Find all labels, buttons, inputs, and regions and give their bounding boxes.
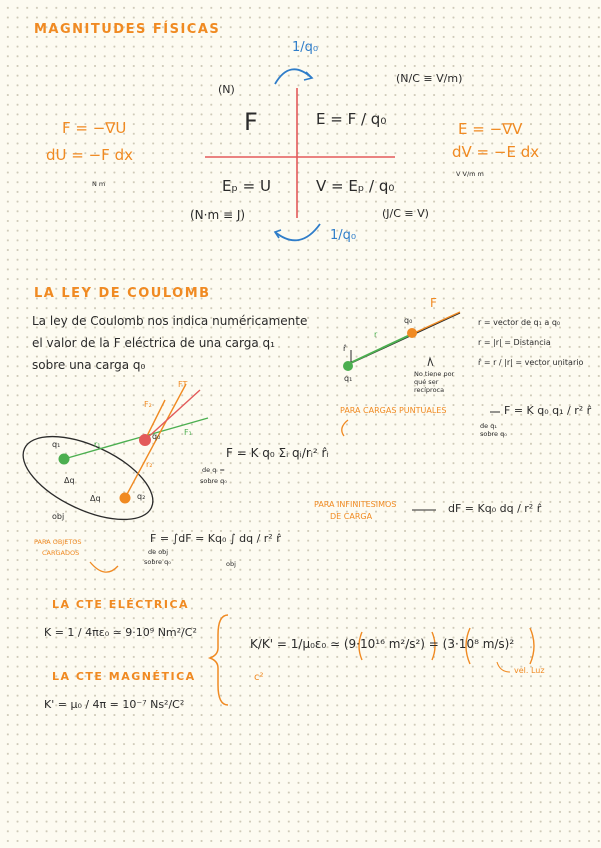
coulomb-text-line-1: La ley de Coulomb nos indica numéricamente — [32, 314, 308, 328]
charge-q0-object — [139, 434, 151, 446]
infinit-label-1: PARA INFINITESIMOS — [314, 500, 397, 509]
f1-label: F₁ — [184, 428, 192, 437]
coulomb-text-line-2: el valor de la F eléctrica de una carga q₁ — [32, 336, 275, 350]
puntuales-label: PARA CARGAS PUNTUALES — [340, 406, 447, 415]
no-reciproca-note: No tiene por qué ser recíproca — [414, 370, 455, 394]
def-r-vector: r = vector de q₁ a q₀ — [478, 318, 561, 327]
newton-label: (N) — [218, 83, 235, 96]
section-title-kp: LA CTE MAGNÉTICA — [52, 670, 196, 683]
right-gradient-eq: E = −∇V — [458, 120, 523, 138]
obj-note-1: de obj — [148, 548, 169, 556]
dq2-label: Δq — [90, 494, 101, 503]
right-units: V V/m m — [456, 170, 484, 178]
section-title-coulomb: LA LEY DE COULOMB — [34, 286, 211, 301]
ratio-equation: K/K' = 1/μ₀ε₀ ≃ (9·10¹⁶ m²/s²) = (3·10⁸ m/s)² — [250, 637, 515, 651]
arrow-bottom-arc — [275, 224, 320, 240]
infinit-equation: dF = Kq₀ dq / r² r̂ — [448, 502, 542, 515]
obj-label-1: PARA OBJETOS — [34, 538, 82, 546]
kp-equation: K' = μ₀ / 4π = 10⁻⁷ Ns²/C² — [44, 698, 185, 711]
force-symbol: F — [244, 108, 258, 136]
coulomb-text-line-3: sobre una carga q₀ — [32, 358, 146, 372]
k-equation: K = 1 / 4πε₀ ≃ 9·10⁹ Nm²/C² — [44, 626, 197, 639]
charge-q0-top — [407, 328, 417, 338]
arrow-bottom-label: 1/q₀ — [330, 228, 357, 243]
j-c-label: (J/C ≡ V) — [382, 207, 429, 220]
arrow-top-label: 1/q₀ — [292, 40, 319, 55]
c-squared: c² — [254, 672, 264, 683]
ft-label: FT — [178, 380, 188, 389]
dq1-label: Δq — [64, 476, 75, 485]
charge-q1-top — [343, 361, 353, 371]
r-label-top: r — [374, 330, 378, 339]
left-du-eq: dU = −F dx — [46, 146, 133, 164]
energy-equation: Eₚ = U — [222, 177, 271, 195]
q2-label-object: q₂ — [137, 492, 146, 501]
infinit-label-2: DE CARGA — [330, 512, 373, 521]
f2-label: F₂ — [144, 400, 152, 409]
force-label-top: F — [430, 296, 437, 310]
sum-note-1: de qᵢ = — [202, 466, 225, 474]
q0-label-object: q₀ — [152, 432, 161, 441]
right-dv-eq: dV = −E dx — [452, 143, 540, 161]
section-title-k: LA CTE ELÉCTRICA — [52, 598, 190, 611]
sum-equation: F = K q₀ Σᵢ qᵢ/rᵢ² r̂ᵢ — [226, 446, 329, 460]
q0-label-top: q₀ — [404, 316, 413, 325]
potential-equation: V = Eₚ / q₀ — [316, 177, 395, 195]
def-r-modulus: r = |r| = Distancia — [478, 338, 551, 347]
sum-note-2: sobre q₀ — [200, 477, 227, 485]
charge-q1-object — [59, 454, 70, 465]
q1-label-object: q₁ — [52, 440, 61, 449]
obj-label-ellipse: obj — [52, 512, 65, 521]
r1-label: r₁ — [94, 440, 101, 449]
r2-label: r₂ — [146, 460, 153, 469]
arrow-top-arc — [275, 69, 312, 84]
obj-equation: F = ∫dF = Kq₀ ∫ dq / r² r̂ — [150, 532, 281, 545]
obj-note-2: sobre q₀ — [144, 558, 171, 566]
charge-q2-object — [120, 493, 131, 504]
def-r-unit: r̂ = r / |r| = vector unitario — [478, 358, 584, 367]
field-equation: E = F / q₀ — [316, 110, 387, 128]
left-units: N m — [92, 180, 106, 188]
puntuales-note: de q₁ sobre q₀ — [480, 422, 507, 438]
obj-label-2: CARGADOS — [42, 549, 80, 557]
puntuales-equation: F = K q₀ q₁ / r² r̂ — [504, 404, 592, 417]
section-title-magnitudes: MAGNITUDES FÍSICAS — [34, 22, 221, 37]
n-c-label: (N/C ≡ V/m) — [396, 72, 463, 85]
rhat-label-top: r̂ — [343, 344, 347, 353]
vel-luz-label: vel. Luz — [514, 666, 545, 675]
q1-label-top: q₁ — [344, 374, 353, 383]
nm-j-label: (N·m ≡ J) — [190, 208, 246, 222]
left-gradient-eq: F = −∇U — [62, 119, 127, 137]
obj-under-integral: obj — [226, 560, 236, 568]
curly-brace — [210, 615, 228, 705]
